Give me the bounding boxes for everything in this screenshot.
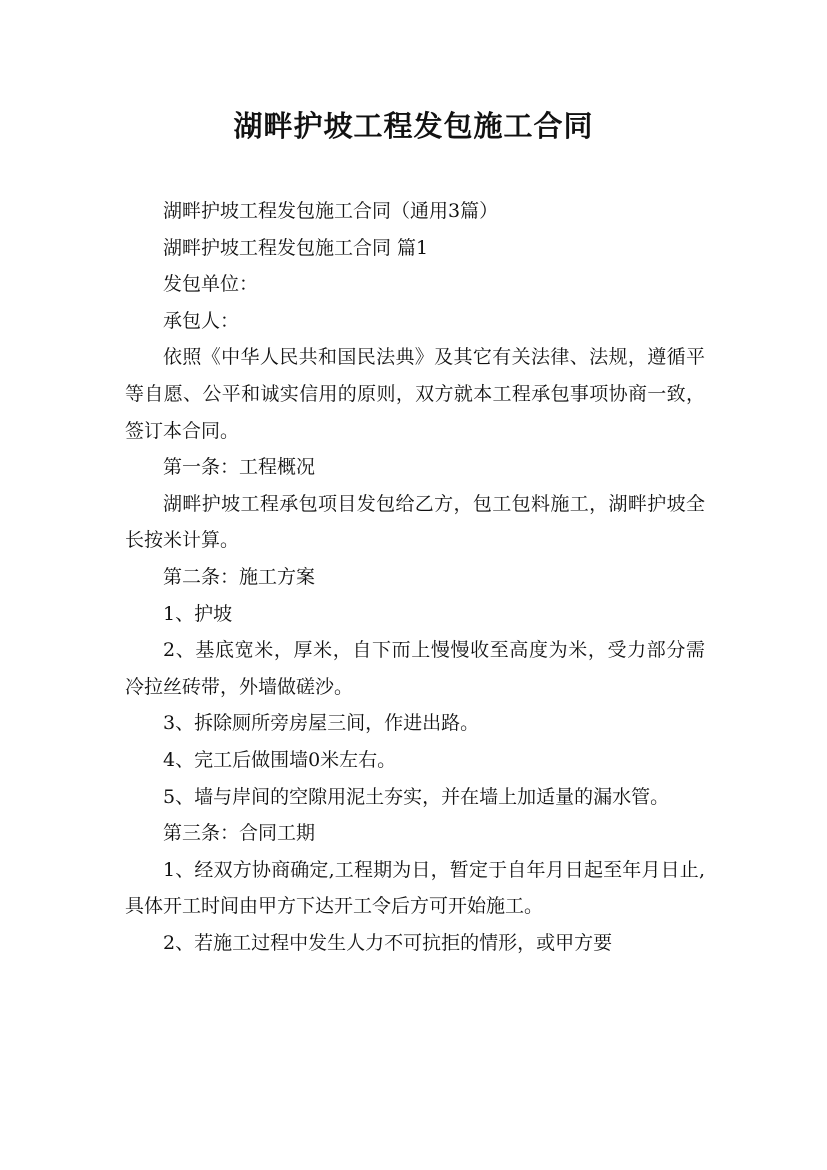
paragraph-article-3-item-2: 2、若施工过程中发生人力不可抗拒的情形，或甲方要: [163, 931, 613, 954]
paragraph-item-5: 5、墙与岸间的空隙用泥土夯实，并在墙上加适量的漏水管。: [163, 785, 670, 808]
document-body: [125, 193, 705, 961]
paragraph-contractor-label: 发包单位：: [163, 273, 259, 296]
paragraph-contractee-label: 承包人：: [163, 309, 240, 332]
paragraph-article-1-heading: 第一条：工程概况: [163, 456, 316, 479]
paragraph-preamble: 依照《中华人民共和国民法典》及其它有关法律、法规，遵循平等自愿、公平和诚实信用的原则，双方就本工程承包事项协商一致，签订本合同。: [125, 346, 705, 442]
paragraph-article-3-item-1: 1、经双方协商确定,工程期为日，暂定于自年月日起至年月日止,具体开工时间由甲方下达开工令后方可开始施工。: [125, 858, 705, 918]
paragraph-article-2-heading: 第二条：施工方案: [163, 565, 316, 588]
paragraph-item-3: 3、拆除厕所旁房屋三间，作进出路。: [163, 712, 480, 735]
paragraph-item-2: 2、基底宽米，厚米，自下而上慢慢收至高度为米，受力部分需冷拉丝砖带，外墙做磋沙。: [125, 639, 705, 698]
document-title: 湖畔护坡工程发包施工合同: [233, 109, 594, 143]
paragraph-subtitle: 湖畔护坡工程发包施工合同（通用3篇）: [163, 200, 499, 222]
paragraph-article-3-heading: 第三条：合同工期: [163, 822, 316, 845]
paragraph-article-1-body: 湖畔护坡工程承包项目发包给乙方，包工包料施工，湖畔护坡全长按米计算。: [125, 492, 705, 552]
paragraph-section-heading: 湖畔护坡工程发包施工合同 篇1: [163, 236, 429, 259]
paragraph-item-4: 4、完工后做围墙0米左右。: [163, 748, 397, 771]
paragraph-item-1: 1、护坡: [163, 602, 233, 625]
